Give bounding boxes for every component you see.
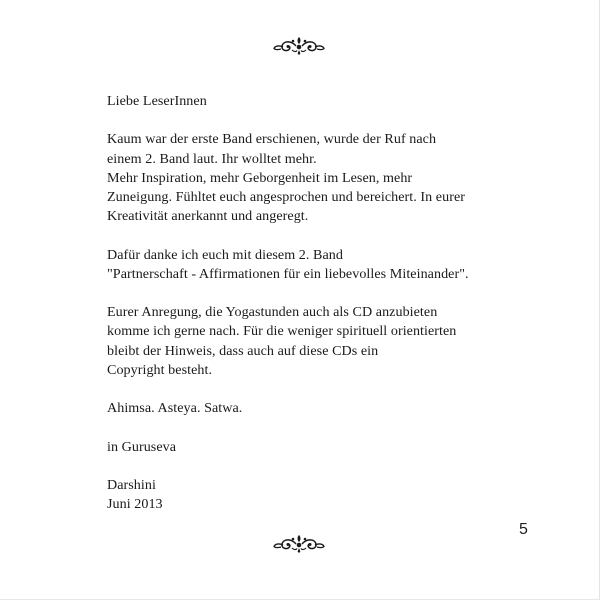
text-line: bleibt der Hinweis, dass auch auf diese CDs ein (107, 342, 379, 359)
text-line: Copyright besteht. (107, 361, 213, 378)
signature-block (107, 476, 527, 514)
signature-date: Juni 2013 (107, 496, 163, 513)
flourish-ornament-top-icon (272, 34, 326, 56)
page-number: 5 (519, 521, 528, 538)
text-line: Eurer Anregung, die Yogastunden auch als CD anzubieten (107, 304, 438, 321)
letter-body (107, 92, 527, 534)
text-line: komme ich gerne nach. Für die weniger spirituell orientierten (107, 323, 457, 340)
paragraph-thanks (107, 246, 527, 284)
closing: in Guruseva (107, 438, 177, 455)
signature-name: Darshini (107, 476, 156, 493)
text-line: Kreativität anerkannt und angeregt. (107, 208, 309, 225)
paragraph-cd-notice (107, 303, 527, 380)
text-line: Zuneigung. Fühltet euch angesprochen und bereichert. In eurer (107, 189, 466, 205)
text-line: Kaum war der erste Band erschienen, wurde der Ruf nach (107, 131, 437, 148)
salutation: Liebe LeserInnen (107, 93, 207, 109)
text-line: "Partnerschaft - Affirmationen für ein liebevolles Miteinander". (107, 265, 469, 282)
paragraph-first-volume (107, 130, 527, 226)
text-line: Dafür danke ich euch mit diesem 2. Band (107, 246, 343, 263)
flourish-ornament-bottom-icon (272, 532, 326, 554)
motto: Ahimsa. Asteya. Satwa. (107, 400, 243, 417)
text-line: einem 2. Band laut. Ihr wolltet mehr. (107, 150, 317, 167)
text-line: Mehr Inspiration, mehr Geborgenheit im Lesen, mehr (107, 169, 413, 186)
